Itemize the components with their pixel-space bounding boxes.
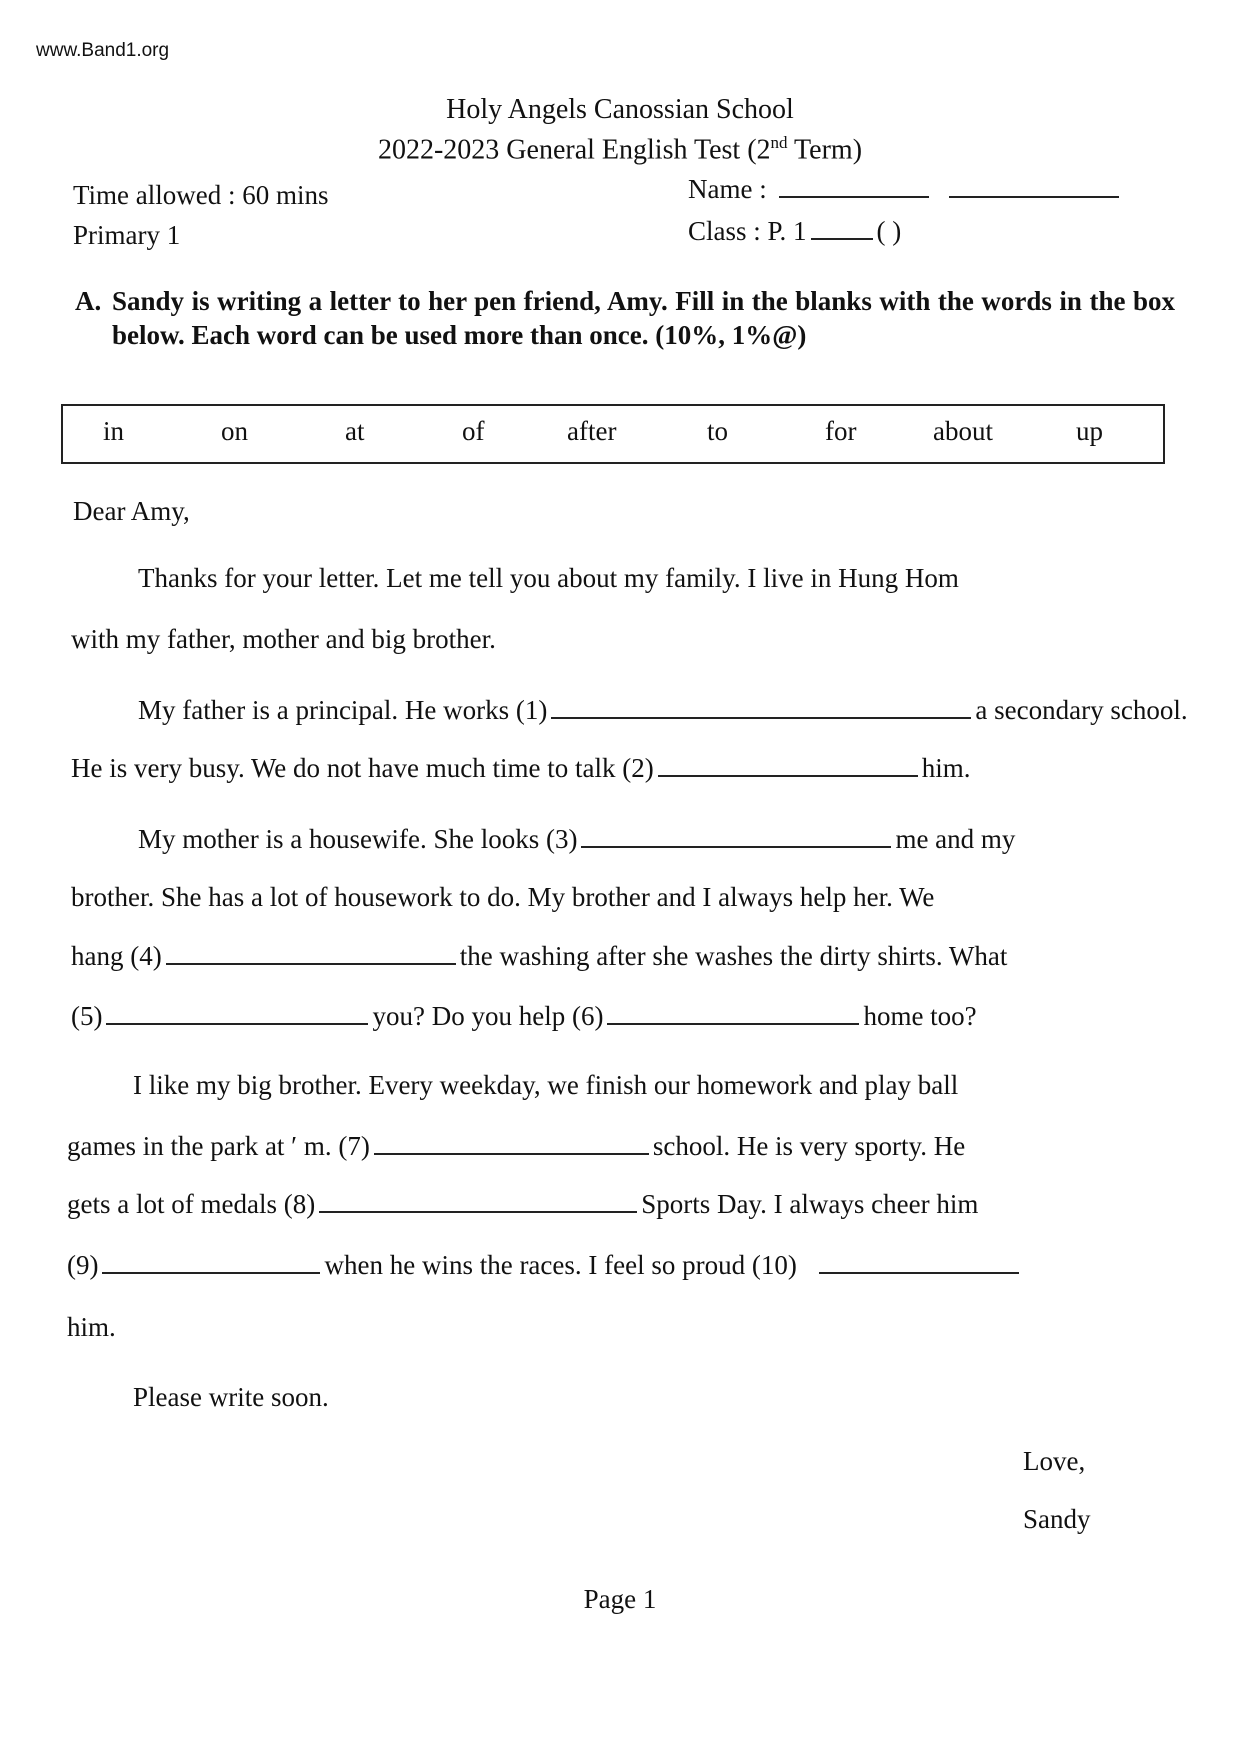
- text: My father is a principal. He works (1): [138, 695, 548, 725]
- text: the washing after she washes the dirty shirts. What: [459, 941, 1008, 971]
- class-label: Class : P. 1: [688, 216, 807, 246]
- text: him.: [921, 753, 971, 783]
- text: My mother is a housewife. She looks (3): [138, 824, 578, 854]
- blank-4[interactable]: [166, 962, 456, 965]
- letter-line: [67, 1189, 978, 1220]
- signature: Sandy: [1023, 1504, 1091, 1534]
- letter-line: I like my big brother. Every weekday, we finish our homework and play ball: [133, 1070, 959, 1100]
- word: after: [567, 416, 617, 446]
- blank-1[interactable]: [551, 716, 971, 719]
- letter-line: Thanks for your letter. Let me tell you about my family. I live in Hung Hom: [138, 563, 959, 593]
- letter-line: [71, 753, 970, 784]
- test-title-end: Term): [787, 134, 863, 166]
- blank-3[interactable]: [581, 845, 891, 848]
- blank-7[interactable]: [374, 1152, 649, 1155]
- closing-line: Please write soon.: [133, 1382, 329, 1412]
- signoff: Love,: [1023, 1446, 1086, 1476]
- text: you? Do you help (6): [372, 1001, 604, 1031]
- word: in: [103, 416, 125, 446]
- class-field[interactable]: [688, 216, 901, 247]
- name-label: Name :: [688, 174, 767, 204]
- test-title-text: 2022-2023 General English Test (2: [377, 134, 771, 166]
- text: when he wins the races. I feel so proud (10): [324, 1250, 797, 1280]
- word: of: [462, 416, 485, 446]
- text: (5): [71, 1001, 103, 1031]
- text: He is very busy. We do not have much time to talk (2): [71, 753, 654, 783]
- text: home too?: [863, 1001, 977, 1031]
- blank-8[interactable]: [319, 1210, 637, 1213]
- letter-line: him.: [67, 1312, 116, 1342]
- page-number: Page 1: [583, 1584, 657, 1614]
- test-title-sup: nd: [770, 133, 788, 152]
- text: a secondary school.: [975, 695, 1188, 725]
- letter-line: [138, 824, 1015, 855]
- word: at: [345, 416, 365, 446]
- text: me and my: [895, 824, 1016, 854]
- level: Primary 1: [73, 220, 181, 250]
- text: Sports Day. I always cheer him: [641, 1189, 979, 1219]
- blank-6[interactable]: [607, 1022, 859, 1025]
- letter-line: [71, 941, 1007, 972]
- school-name: Holy Angels Canossian School: [446, 94, 794, 125]
- blank-2[interactable]: [658, 774, 918, 777]
- word: about: [933, 416, 993, 446]
- letter-line: [67, 1250, 1023, 1281]
- letter-line: [138, 695, 1188, 726]
- word-box: [61, 404, 1165, 464]
- word: to: [707, 416, 729, 446]
- word: for: [825, 416, 857, 446]
- letter-line: [67, 1131, 965, 1162]
- letter-line: [71, 1001, 977, 1032]
- blank-10[interactable]: [819, 1271, 1019, 1274]
- section-label: A.: [75, 286, 102, 316]
- time-allowed: Time allowed : 60 mins: [73, 180, 329, 210]
- test-title: [0, 133, 1240, 166]
- blank-5[interactable]: [106, 1022, 368, 1025]
- text: (9): [67, 1250, 99, 1280]
- watermark: www.Band1.org: [36, 40, 170, 61]
- text: gets a lot of medals (8): [67, 1189, 316, 1219]
- text: hang (4): [71, 941, 162, 971]
- name-field[interactable]: [688, 174, 1123, 205]
- word: up: [1076, 416, 1103, 446]
- greeting: Dear Amy,: [73, 496, 190, 526]
- letter-line: brother. She has a lot of housework to do. My brother and I always help her. We: [71, 882, 935, 912]
- word: on: [221, 416, 248, 446]
- text: games in the park at ′ m. (7): [67, 1131, 370, 1161]
- class-number: ( ): [876, 216, 902, 246]
- blank-9[interactable]: [102, 1271, 320, 1274]
- section-a-instruction: [75, 284, 1175, 352]
- text: school. He is very sporty. He: [652, 1131, 966, 1161]
- instruction-text: Sandy is writing a letter to her pen friend, Amy. Fill in the blanks with the words in the box below. Each word can be used more than once. (10%, 1%@): [112, 286, 1175, 350]
- letter-line: with my father, mother and big brother.: [71, 624, 496, 654]
